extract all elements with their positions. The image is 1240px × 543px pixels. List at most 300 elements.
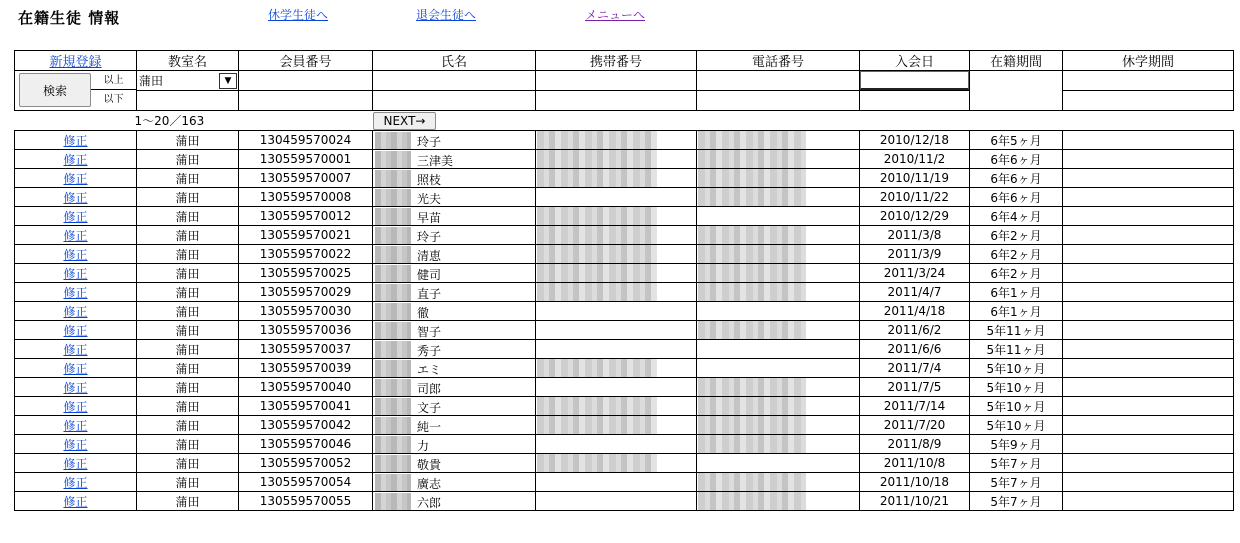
cell-classroom: 蒲田 — [137, 416, 239, 435]
cell-mobile — [536, 226, 697, 245]
redacted-surname — [375, 151, 411, 169]
cell-phone — [697, 169, 860, 188]
cell-member-no: 130559570021 — [239, 226, 373, 245]
given-name: 純一 — [417, 420, 442, 434]
cell-period: 5年7ヶ月 — [970, 492, 1063, 511]
cell-name — [373, 207, 536, 226]
redacted-phone — [698, 454, 806, 472]
edit-link-cell — [15, 264, 137, 283]
label-below: 以下 — [103, 94, 124, 105]
cell-leave — [1063, 397, 1234, 416]
cell-period: 6年5ヶ月 — [970, 131, 1063, 150]
col-header-leave: 休学期間 — [1063, 51, 1234, 71]
classroom-select[interactable] — [137, 71, 239, 91]
redacted-surname — [375, 398, 411, 416]
edit-link-cell — [15, 169, 137, 188]
cell-phone — [697, 435, 860, 454]
redacted-surname — [375, 474, 411, 492]
cell-period: 5年10ヶ月 — [970, 359, 1063, 378]
cell-classroom: 蒲田 — [137, 131, 239, 150]
edit-link[interactable]: 修正 — [63, 171, 88, 186]
cell-name — [373, 283, 536, 302]
cell-phone — [697, 340, 860, 359]
table-row — [15, 226, 1234, 245]
cell-member-no: 130559570029 — [239, 283, 373, 302]
given-name: 照枝 — [417, 173, 442, 187]
cell-mobile — [536, 264, 697, 283]
cell-leave — [1063, 302, 1234, 321]
redacted-surname — [375, 455, 411, 473]
redacted-mobile — [537, 359, 657, 377]
redacted-mobile — [537, 473, 657, 491]
cell-name — [373, 397, 536, 416]
cell-phone — [697, 131, 860, 150]
cell-period: 6年4ヶ月 — [970, 207, 1063, 226]
edit-link[interactable]: 修正 — [63, 418, 88, 433]
redacted-surname — [375, 379, 411, 397]
cell-name — [373, 359, 536, 378]
cell-member-no: 130559570039 — [239, 359, 373, 378]
cell-leave — [1063, 454, 1234, 473]
edit-link-cell — [15, 416, 137, 435]
edit-link-cell — [15, 359, 137, 378]
cell-member-no: 130459570024 — [239, 131, 373, 150]
cell-member-no: 130559570055 — [239, 492, 373, 511]
given-name: エミ — [417, 363, 442, 377]
cell-member-no: 130559570030 — [239, 302, 373, 321]
cell-mobile — [536, 340, 697, 359]
redacted-surname — [375, 265, 411, 283]
cell-classroom: 蒲田 — [137, 454, 239, 473]
col-header-member-no: 会員番号 — [239, 51, 373, 71]
edit-link[interactable]: 修正 — [63, 133, 88, 148]
redacted-mobile — [537, 435, 657, 453]
table-row — [15, 302, 1234, 321]
cell-phone — [697, 150, 860, 169]
table-row — [15, 207, 1234, 226]
cell-name — [373, 473, 536, 492]
cell-period: 6年6ヶ月 — [970, 188, 1063, 207]
edit-link[interactable]: 修正 — [63, 266, 88, 281]
cell-classroom: 蒲田 — [137, 169, 239, 188]
table-row — [15, 169, 1234, 188]
name-input-below[interactable] — [373, 91, 536, 111]
redacted-phone — [698, 131, 806, 149]
search-cell — [15, 71, 137, 111]
cell-name — [373, 131, 536, 150]
cell-leave — [1063, 473, 1234, 492]
cell-mobile — [536, 454, 697, 473]
edit-link-cell — [15, 321, 137, 340]
edit-link[interactable]: 修正 — [63, 152, 88, 167]
cell-classroom: 蒲田 — [137, 302, 239, 321]
redacted-mobile — [537, 188, 657, 206]
edit-link-cell — [15, 245, 137, 264]
cell-mobile — [536, 321, 697, 340]
next-button[interactable]: NEXT→ — [373, 112, 437, 130]
leave-input-below[interactable] — [1063, 91, 1234, 111]
cell-period: 5年10ヶ月 — [970, 416, 1063, 435]
cell-name — [373, 416, 536, 435]
cell-leave — [1063, 435, 1234, 454]
edit-link-cell — [15, 188, 137, 207]
edit-link[interactable]: 修正 — [63, 437, 88, 452]
given-name: 六郎 — [417, 496, 442, 510]
edit-link-cell — [15, 340, 137, 359]
cell-mobile — [536, 416, 697, 435]
cell-classroom: 蒲田 — [137, 435, 239, 454]
period-input — [970, 71, 1063, 111]
table-row — [15, 321, 1234, 340]
edit-link[interactable]: 修正 — [63, 247, 88, 262]
given-name: 文子 — [417, 401, 442, 415]
edit-link[interactable]: 修正 — [63, 209, 88, 224]
given-name: 廣志 — [417, 477, 442, 491]
pager-next-cell — [373, 111, 536, 131]
cell-mobile — [536, 302, 697, 321]
cell-classroom: 蒲田 — [137, 150, 239, 169]
page-title: 在籍生徒 情報 — [18, 9, 121, 27]
cell-name — [373, 302, 536, 321]
edit-link[interactable]: 修正 — [63, 399, 88, 414]
cell-joined: 2011/7/20 — [860, 416, 970, 435]
cell-member-no: 130559570052 — [239, 454, 373, 473]
cell-member-no: 130559570046 — [239, 435, 373, 454]
cell-joined: 2010/12/18 — [860, 131, 970, 150]
cell-classroom: 蒲田 — [137, 283, 239, 302]
given-name: 直子 — [417, 287, 442, 301]
students-table — [14, 50, 1234, 511]
redacted-mobile — [537, 245, 657, 263]
given-name: 光夫 — [417, 192, 442, 206]
joined-input-below[interactable] — [860, 91, 970, 111]
cell-joined: 2011/4/7 — [860, 283, 970, 302]
cell-leave — [1063, 264, 1234, 283]
redacted-phone — [698, 226, 806, 244]
redacted-surname — [375, 227, 411, 245]
edit-link[interactable]: 修正 — [63, 304, 88, 319]
edit-link[interactable]: 修正 — [63, 456, 88, 471]
redacted-mobile — [537, 321, 657, 339]
redacted-mobile — [537, 416, 657, 434]
edit-link[interactable]: 修正 — [63, 380, 88, 395]
given-name: 秀子 — [417, 344, 442, 358]
redacted-phone — [698, 359, 806, 377]
edit-link-cell — [15, 207, 137, 226]
table-row — [15, 454, 1234, 473]
cell-period: 5年10ヶ月 — [970, 378, 1063, 397]
mobile-input-above[interactable] — [536, 71, 697, 91]
given-name: 玲子 — [417, 135, 442, 149]
redacted-mobile — [537, 340, 657, 358]
cell-name — [373, 245, 536, 264]
cell-joined: 2011/4/18 — [860, 302, 970, 321]
redacted-mobile — [537, 131, 657, 149]
redacted-surname — [375, 360, 411, 378]
cell-name — [373, 340, 536, 359]
redacted-phone — [698, 416, 806, 434]
redacted-phone — [698, 207, 806, 225]
edit-link[interactable]: 修正 — [63, 323, 88, 338]
phone-input-below[interactable] — [697, 91, 860, 111]
cell-period: 6年2ヶ月 — [970, 245, 1063, 264]
edit-link-cell — [15, 397, 137, 416]
cell-leave — [1063, 359, 1234, 378]
col-header-period: 在籍期間 — [970, 51, 1063, 71]
cell-classroom: 蒲田 — [137, 492, 239, 511]
cell-mobile — [536, 359, 697, 378]
table-row — [15, 416, 1234, 435]
redacted-mobile — [537, 264, 657, 282]
cell-phone — [697, 188, 860, 207]
redacted-phone — [698, 340, 806, 358]
cell-member-no: 130559570054 — [239, 473, 373, 492]
cell-classroom: 蒲田 — [137, 359, 239, 378]
redacted-phone — [698, 321, 806, 339]
given-name: 力 — [417, 439, 430, 453]
edit-link-cell — [15, 150, 137, 169]
edit-link-cell — [15, 226, 137, 245]
table-row — [15, 473, 1234, 492]
mobile-input-below[interactable] — [536, 91, 697, 111]
given-name: 司郎 — [417, 382, 442, 396]
redacted-phone — [698, 473, 806, 491]
cell-leave — [1063, 321, 1234, 340]
redacted-mobile — [537, 150, 657, 168]
link-withdrawn-students[interactable]: 退会生徒へ — [416, 8, 477, 22]
table-row — [15, 150, 1234, 169]
edit-link[interactable]: 修正 — [63, 228, 88, 243]
cell-phone — [697, 378, 860, 397]
cell-leave — [1063, 226, 1234, 245]
cell-mobile — [536, 150, 697, 169]
col-header-classroom: 教室名 — [137, 51, 239, 71]
cell-phone — [697, 226, 860, 245]
search-row-above — [15, 71, 1234, 91]
cell-member-no: 130559570012 — [239, 207, 373, 226]
cell-joined: 2011/6/2 — [860, 321, 970, 340]
cell-classroom: 蒲田 — [137, 340, 239, 359]
cell-name — [373, 454, 536, 473]
cell-period: 5年11ヶ月 — [970, 321, 1063, 340]
cell-period: 5年7ヶ月 — [970, 473, 1063, 492]
cell-joined: 2011/10/21 — [860, 492, 970, 511]
cell-member-no: 130559570042 — [239, 416, 373, 435]
cell-member-no: 130559570037 — [239, 340, 373, 359]
cell-member-no: 130559570040 — [239, 378, 373, 397]
name-input-above[interactable] — [373, 71, 536, 91]
cell-phone — [697, 245, 860, 264]
search-button[interactable]: 検索 — [19, 73, 91, 107]
redacted-surname — [375, 246, 411, 264]
table-body — [15, 131, 1234, 511]
edit-link[interactable]: 修正 — [63, 285, 88, 300]
cell-member-no: 130559570008 — [239, 188, 373, 207]
cell-mobile — [536, 245, 697, 264]
redacted-phone — [698, 283, 806, 301]
cell-joined: 2010/11/19 — [860, 169, 970, 188]
cell-phone — [697, 264, 860, 283]
edit-link[interactable]: 修正 — [63, 475, 88, 490]
cell-member-no: 130559570041 — [239, 397, 373, 416]
cell-leave — [1063, 169, 1234, 188]
cell-phone — [697, 454, 860, 473]
col-header-joined: 入会日 — [860, 51, 970, 71]
cell-leave — [1063, 492, 1234, 511]
cell-leave — [1063, 207, 1234, 226]
given-name: 玲子 — [417, 230, 442, 244]
cell-leave — [1063, 283, 1234, 302]
cell-classroom: 蒲田 — [137, 321, 239, 340]
cell-phone — [697, 416, 860, 435]
table-row — [15, 378, 1234, 397]
cell-joined: 2011/10/18 — [860, 473, 970, 492]
cell-member-no: 130559570007 — [239, 169, 373, 188]
edit-link[interactable]: 修正 — [63, 361, 88, 376]
cell-period: 6年1ヶ月 — [970, 283, 1063, 302]
redacted-surname — [375, 341, 411, 359]
redacted-surname — [375, 417, 411, 435]
cell-joined: 2011/3/8 — [860, 226, 970, 245]
cell-name — [373, 321, 536, 340]
cell-joined: 2010/12/29 — [860, 207, 970, 226]
edit-link-cell — [15, 131, 137, 150]
cell-name — [373, 378, 536, 397]
redacted-surname — [375, 322, 411, 340]
redacted-phone — [698, 188, 806, 206]
joined-input-above[interactable] — [860, 71, 970, 91]
cell-classroom: 蒲田 — [137, 188, 239, 207]
cell-phone — [697, 359, 860, 378]
table-row — [15, 397, 1234, 416]
table-row — [15, 435, 1234, 454]
given-name: 早苗 — [417, 211, 442, 225]
table-row — [15, 188, 1234, 207]
cell-period: 6年2ヶ月 — [970, 226, 1063, 245]
edit-link-cell — [15, 435, 137, 454]
cell-member-no: 130559570036 — [239, 321, 373, 340]
member-no-input-below[interactable] — [239, 91, 373, 111]
cell-mobile — [536, 283, 697, 302]
table-header-row — [15, 51, 1234, 71]
cell-joined: 2011/7/14 — [860, 397, 970, 416]
redacted-phone — [698, 264, 806, 282]
cell-classroom: 蒲田 — [137, 264, 239, 283]
edit-link[interactable]: 修正 — [63, 190, 88, 205]
cell-leave — [1063, 378, 1234, 397]
redacted-surname — [375, 284, 411, 302]
redacted-surname — [375, 436, 411, 454]
redacted-mobile — [537, 492, 657, 510]
cell-mobile — [536, 397, 697, 416]
cell-period: 6年6ヶ月 — [970, 150, 1063, 169]
edit-link-cell — [15, 283, 137, 302]
cell-joined: 2011/7/5 — [860, 378, 970, 397]
link-menu[interactable]: メニューへ — [585, 8, 646, 22]
cell-phone — [697, 302, 860, 321]
table-row — [15, 340, 1234, 359]
given-name: 三津美 — [417, 154, 454, 168]
cell-mobile — [536, 378, 697, 397]
given-name: 健司 — [417, 268, 442, 282]
table-row — [15, 492, 1234, 511]
classroom-input-below[interactable] — [137, 91, 239, 111]
given-name: 智子 — [417, 325, 442, 339]
link-suspended-students[interactable]: 休学生徒へ — [268, 8, 329, 22]
cell-joined: 2011/3/9 — [860, 245, 970, 264]
cell-phone — [697, 397, 860, 416]
cell-leave — [1063, 416, 1234, 435]
cell-mobile — [536, 435, 697, 454]
cell-phone — [697, 492, 860, 511]
redacted-phone — [698, 245, 806, 263]
cell-joined: 2010/11/22 — [860, 188, 970, 207]
table-row — [15, 245, 1234, 264]
table-row — [15, 131, 1234, 150]
given-name: 敬貴 — [417, 458, 442, 472]
cell-period: 6年2ヶ月 — [970, 264, 1063, 283]
redacted-surname — [375, 132, 411, 150]
redacted-surname — [375, 303, 411, 321]
cell-leave — [1063, 150, 1234, 169]
redacted-mobile — [537, 397, 657, 415]
redacted-mobile — [537, 302, 657, 320]
cell-classroom: 蒲田 — [137, 207, 239, 226]
redacted-phone — [698, 302, 806, 320]
cell-name — [373, 188, 536, 207]
cell-mobile — [536, 473, 697, 492]
cell-mobile — [536, 131, 697, 150]
redacted-surname — [375, 208, 411, 226]
new-register-link[interactable]: 新規登録 — [15, 51, 137, 71]
given-name: 徹 — [417, 306, 430, 320]
cell-joined: 2011/8/9 — [860, 435, 970, 454]
cell-period: 5年10ヶ月 — [970, 397, 1063, 416]
col-header-name: 氏名 — [373, 51, 536, 71]
redacted-phone — [698, 378, 806, 396]
chevron-down-icon[interactable]: ▼ — [219, 73, 237, 89]
edit-link-cell — [15, 302, 137, 321]
edit-link[interactable]: 修正 — [63, 342, 88, 357]
label-above: 以上 — [91, 71, 136, 90]
cell-classroom: 蒲田 — [137, 378, 239, 397]
cell-period: 5年9ヶ月 — [970, 435, 1063, 454]
member-no-input-above[interactable] — [239, 71, 373, 91]
col-header-phone: 電話番号 — [697, 51, 860, 71]
cell-leave — [1063, 131, 1234, 150]
cell-period: 6年6ヶ月 — [970, 169, 1063, 188]
cell-leave — [1063, 188, 1234, 207]
redacted-mobile — [537, 283, 657, 301]
redacted-phone — [698, 435, 806, 453]
cell-joined: 2011/7/4 — [860, 359, 970, 378]
table-row — [15, 264, 1234, 283]
phone-input-above[interactable] — [697, 71, 860, 91]
pager-row — [15, 111, 1234, 131]
cell-mobile — [536, 188, 697, 207]
edit-link-cell — [15, 454, 137, 473]
redacted-surname — [375, 493, 411, 511]
leave-input-above[interactable] — [1063, 71, 1234, 91]
cell-joined: 2011/10/8 — [860, 454, 970, 473]
table-row — [15, 359, 1234, 378]
redacted-phone — [698, 492, 806, 510]
cell-name — [373, 492, 536, 511]
cell-joined: 2010/11/2 — [860, 150, 970, 169]
redacted-mobile — [537, 169, 657, 187]
edit-link[interactable]: 修正 — [63, 494, 88, 509]
cell-member-no: 130559570001 — [239, 150, 373, 169]
